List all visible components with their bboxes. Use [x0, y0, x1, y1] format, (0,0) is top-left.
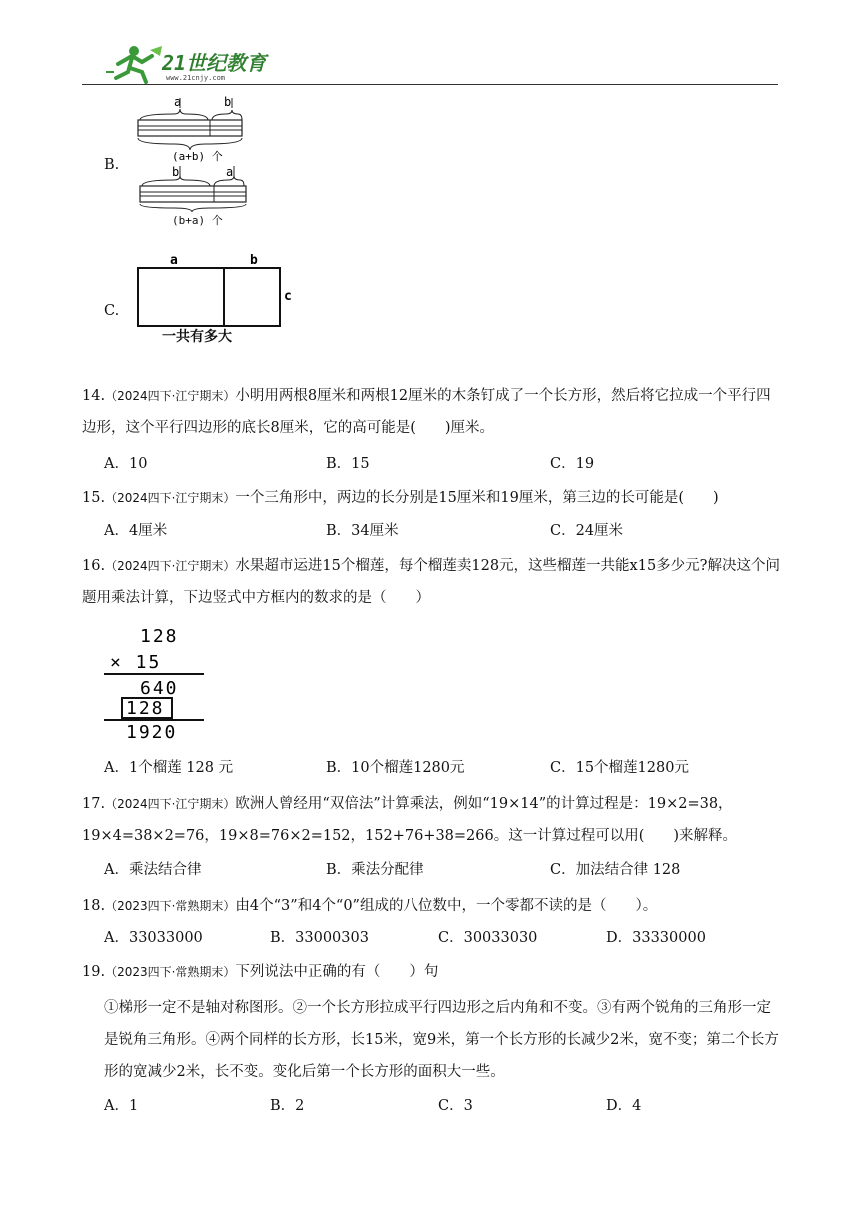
- question-17: 17.（2024四下·江宁期末）欧洲人曾经用“双倍法”计算乘法，例如“19×14”的计算过程是：19×2=38，19×4=38×2=76，19×8=76×2=152，152+76+38=266。这一计算过程可以用( )来解释。: [82, 796, 738, 844]
- header-divider: [82, 84, 778, 85]
- svg-text:a: a: [226, 165, 234, 179]
- option-b-figure: [134, 94, 264, 214]
- q17-option-c[interactable]: C．加法结合律 128: [550, 862, 681, 878]
- q19-option-d[interactable]: D．4: [606, 1098, 642, 1114]
- svg-text:640: 640: [140, 678, 179, 699]
- q19-option-a[interactable]: A．1: [104, 1098, 139, 1114]
- q15-option-c[interactable]: C．24厘米: [550, 523, 624, 539]
- svg-text:128: 128: [126, 698, 165, 719]
- svg-text:b: b: [250, 253, 258, 268]
- svg-text:1920: 1920: [126, 722, 178, 743]
- q14-option-c[interactable]: C．19: [550, 456, 595, 472]
- logo: [104, 42, 284, 84]
- svg-text:b: b: [172, 165, 180, 179]
- q17-option-a[interactable]: A．乘法结合律: [104, 862, 202, 878]
- q15-option-a[interactable]: A．4厘米: [104, 523, 168, 539]
- question-14: 14.（2024四下·江宁期末）小明用两根8厘米和两根12厘米的木条钉成了一个长方形，然后将它拉成一个平行四边形，这个平行四边形的底长8厘米，它的高可能是( )厘米。: [82, 388, 771, 436]
- question-18: 18.（2023四下·常熟期末）由4个“3”和4个“0”组成的八位数中，一个零都不读的是（ ）。: [82, 898, 658, 914]
- logo-text: 21世纪教育: [162, 51, 267, 75]
- q14-option-b[interactable]: B．15: [326, 456, 370, 472]
- question-15: 15.（2024四下·江宁期末）一个三角形中，两边的长分别是15厘米和19厘米，第三边的长可能是( ): [82, 490, 719, 506]
- q18-option-c[interactable]: C．30033030: [438, 930, 538, 946]
- q19-option-b[interactable]: B．2: [270, 1098, 305, 1114]
- q18-option-a[interactable]: A．33033000: [104, 930, 203, 946]
- q19-option-c[interactable]: C．3: [438, 1098, 473, 1114]
- svg-text:128: 128: [140, 626, 179, 647]
- svg-text:a: a: [170, 253, 178, 268]
- question-19-statements: ①梯形一定不是轴对称图形。②一个长方形拉成平行四边形之后内角和不变。③有两个锐角的三角形一定是锐角三角形。④两个同样的长方形，长15米，宽9米，第一个长方形的长减少2米，宽不变；第二个长方形的宽减少2米，长不变。变化后第一个长方形的面积大一些。: [104, 1000, 779, 1080]
- q14-option-a[interactable]: A．10: [104, 456, 148, 472]
- q15-option-b[interactable]: B．34厘米: [326, 523, 399, 539]
- q18-option-d[interactable]: D．33330000: [606, 930, 706, 946]
- q16-option-c[interactable]: C．15个榴莲1280元: [550, 760, 689, 776]
- svg-text:a: a: [174, 95, 182, 109]
- logo-url: www.21cnjy.com: [166, 74, 226, 82]
- q18-option-b[interactable]: B．33000303: [270, 930, 369, 946]
- svg-text:(a+b) 个: (a+b) 个: [172, 150, 223, 163]
- option-b-bottom-caption: (b+a) 个: [172, 214, 223, 227]
- option-c-caption: 一共有多大: [162, 329, 232, 345]
- option-c-label: C.: [104, 303, 120, 319]
- runner-logo-icon: [106, 46, 162, 82]
- question-19: 19.（2023四下·常熟期末）下列说法中正确的有（ ）句: [82, 964, 439, 980]
- question-16: 16.（2024四下·江宁期末）水果超市运进15个榴莲，每个榴莲卖128元，这些榴莲一共能x15多少元?解决这个问题用乘法计算，下边竖式中方框内的数求的是（ ）: [82, 558, 780, 606]
- q17-option-b[interactable]: B．乘法分配律: [326, 862, 424, 878]
- svg-text:× 15: × 15: [110, 652, 162, 673]
- q16-option-b[interactable]: B．10个榴莲1280元: [326, 760, 465, 776]
- svg-text:c: c: [284, 289, 292, 304]
- q16-option-a[interactable]: A．1个榴莲 128 元: [104, 760, 234, 776]
- vertical-multiplication: [96, 620, 216, 744]
- svg-text:b: b: [224, 95, 232, 109]
- option-b-label: B.: [104, 157, 120, 173]
